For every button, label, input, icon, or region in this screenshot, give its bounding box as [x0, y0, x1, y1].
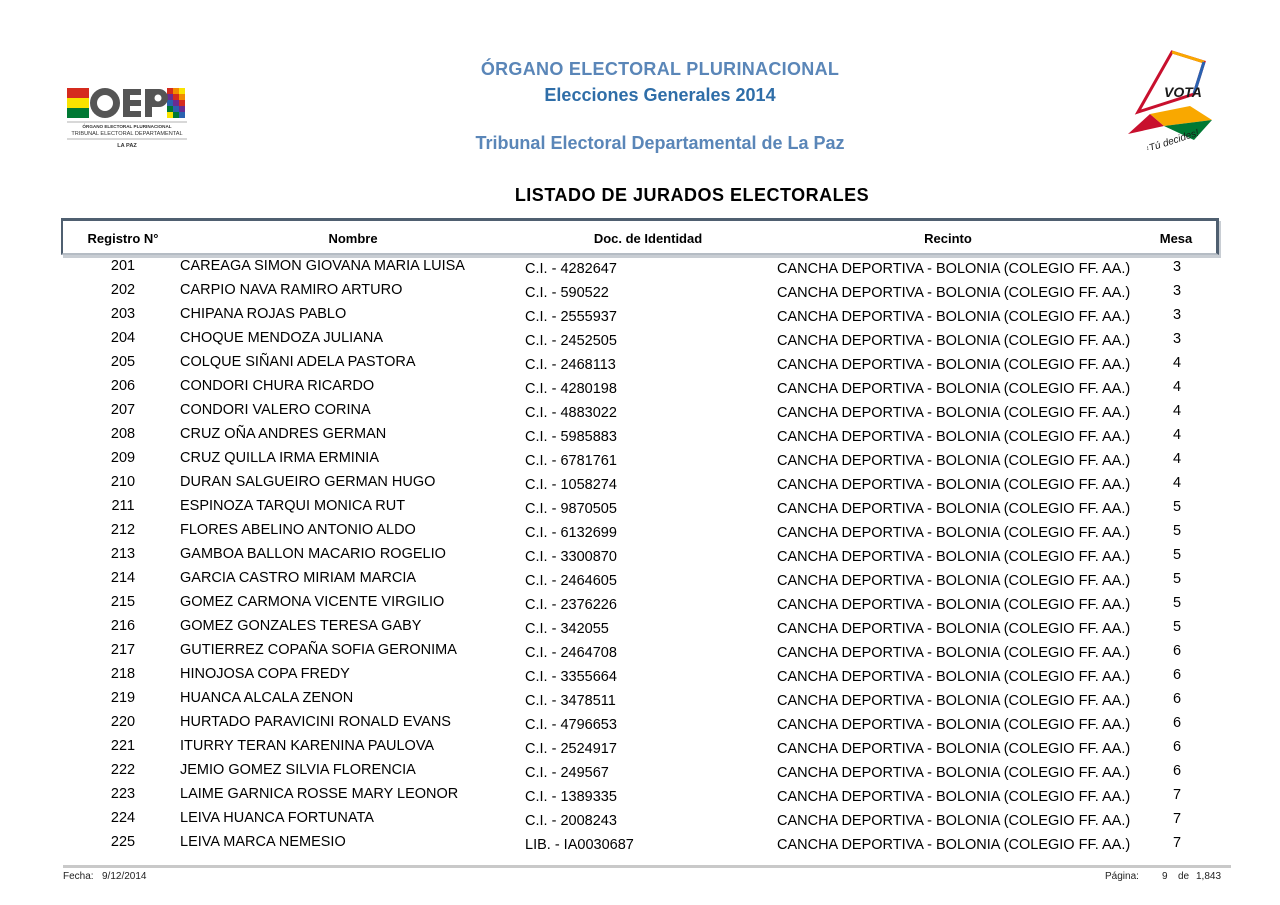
- row-registro: 203: [110, 306, 136, 322]
- row-nombre: GOMEZ CARMONA VICENTE VIRGILIO: [180, 594, 445, 610]
- row-registro: 216: [110, 618, 136, 634]
- row-registro: 212: [110, 522, 136, 538]
- row-registro: 215: [110, 594, 136, 610]
- column-header-recinto: Recinto: [924, 231, 972, 246]
- table-row: [0, 450, 1280, 474]
- row-mesa: 3: [1172, 331, 1182, 347]
- row-registro: 222: [110, 762, 136, 778]
- document-title: LISTADO DE JURADOS ELECTORALES: [514, 185, 870, 205]
- row-registro: 209: [110, 450, 136, 466]
- row-registro: 223: [110, 786, 136, 802]
- row-registro: 221: [110, 738, 136, 754]
- row-nombre: CRUZ OÑA ANDRES GERMAN: [180, 426, 387, 442]
- row-nombre: GUTIERREZ COPAÑA SOFIA GERONIMA: [180, 642, 457, 658]
- row-mesa: 5: [1172, 523, 1182, 539]
- table-row: [0, 642, 1280, 666]
- table-row: [0, 714, 1280, 738]
- row-registro: 208: [110, 426, 136, 442]
- vota-logo-word: VOTA: [1164, 84, 1202, 100]
- row-registro: 202: [110, 282, 136, 298]
- row-nombre: GARCIA CASTRO MIRIAM MARCIA: [180, 570, 417, 586]
- row-doc: C.I. - 2376226: [525, 597, 617, 613]
- row-recinto: CANCHA DEPORTIVA - BOLONIA (COLEGIO FF. AA.): [777, 621, 1131, 637]
- column-header-doc: Doc. de Identidad: [593, 231, 703, 246]
- row-doc: C.I. - 5985883: [525, 429, 617, 445]
- table-row: [0, 810, 1280, 834]
- row-recinto: CANCHA DEPORTIVA - BOLONIA (COLEGIO FF. AA.): [777, 741, 1131, 757]
- row-doc: C.I. - 3355664: [525, 669, 617, 685]
- oep-logo-text-2: TRIBUNAL ELECTORAL DEPARTAMENTAL: [71, 131, 183, 137]
- row-mesa: 4: [1172, 475, 1182, 491]
- oep-logo-text-3: LA PAZ: [117, 143, 137, 149]
- table-row: [0, 330, 1280, 354]
- table-row: [0, 402, 1280, 426]
- row-mesa: 6: [1172, 739, 1182, 755]
- row-doc: C.I. - 249567: [525, 765, 609, 781]
- row-doc: C.I. - 590522: [525, 285, 609, 301]
- table-row: [0, 786, 1280, 810]
- row-recinto: CANCHA DEPORTIVA - BOLONIA (COLEGIO FF. AA.): [777, 573, 1131, 589]
- row-doc: C.I. - 3478511: [525, 693, 616, 709]
- row-doc: C.I. - 2452505: [525, 333, 617, 349]
- footer-page-current: 9: [1162, 871, 1168, 882]
- row-recinto: CANCHA DEPORTIVA - BOLONIA (COLEGIO FF. AA.): [777, 429, 1131, 445]
- row-mesa: 4: [1172, 427, 1182, 443]
- table-row: [0, 378, 1280, 402]
- row-nombre: CHIPANA ROJAS PABLO: [180, 306, 347, 322]
- footer-pagina-label: Página:: [1105, 871, 1139, 882]
- row-registro: 224: [110, 810, 136, 826]
- row-doc: C.I. - 4796653: [525, 717, 617, 733]
- row-recinto: CANCHA DEPORTIVA - BOLONIA (COLEGIO FF. AA.): [777, 789, 1131, 805]
- row-mesa: 5: [1172, 571, 1182, 587]
- row-recinto: CANCHA DEPORTIVA - BOLONIA (COLEGIO FF. AA.): [777, 477, 1131, 493]
- footer-page-total: 1,843: [1196, 871, 1222, 882]
- row-recinto: CANCHA DEPORTIVA - BOLONIA (COLEGIO FF. AA.): [777, 717, 1131, 733]
- oep-logo-text-1: ÓRGANO ELECTORAL PLURINACIONAL: [82, 124, 172, 129]
- row-nombre: CRUZ QUILLA IRMA ERMINIA: [180, 450, 380, 466]
- table-row: [0, 498, 1280, 522]
- row-registro: 204: [110, 330, 136, 346]
- row-doc: C.I. - 3300870: [525, 549, 617, 565]
- table-row: [0, 666, 1280, 690]
- table-row: [0, 474, 1280, 498]
- row-recinto: CANCHA DEPORTIVA - BOLONIA (COLEGIO FF. AA.): [777, 405, 1131, 421]
- row-recinto: CANCHA DEPORTIVA - BOLONIA (COLEGIO FF. AA.): [777, 693, 1131, 709]
- row-mesa: 5: [1172, 619, 1182, 635]
- row-mesa: 3: [1172, 307, 1182, 323]
- row-recinto: CANCHA DEPORTIVA - BOLONIA (COLEGIO FF. AA.): [777, 549, 1131, 565]
- row-nombre: FLORES ABELINO ANTONIO ALDO: [180, 522, 416, 538]
- row-registro: 206: [110, 378, 136, 394]
- row-mesa: 5: [1172, 499, 1182, 515]
- table-row: [0, 426, 1280, 450]
- table-row: [0, 354, 1280, 378]
- row-doc: C.I. - 4883022: [525, 405, 617, 421]
- row-nombre: CAREAGA SIMON GIOVANA MARIA LUISA: [180, 258, 465, 274]
- row-recinto: CANCHA DEPORTIVA - BOLONIA (COLEGIO FF. AA.): [777, 813, 1131, 829]
- row-mesa: 7: [1172, 787, 1182, 803]
- row-mesa: 7: [1172, 811, 1182, 827]
- row-registro: 214: [110, 570, 136, 586]
- row-registro: 205: [110, 354, 136, 370]
- row-doc: C.I. - 1058274: [525, 477, 617, 493]
- row-registro: 213: [110, 546, 136, 562]
- row-doc: C.I. - 2555937: [525, 309, 617, 325]
- row-recinto: CANCHA DEPORTIVA - BOLONIA (COLEGIO FF. AA.): [777, 285, 1131, 301]
- row-mesa: 4: [1172, 355, 1182, 371]
- row-nombre: CONDORI VALERO CORINA: [180, 402, 371, 418]
- row-recinto: CANCHA DEPORTIVA - BOLONIA (COLEGIO FF. AA.): [777, 645, 1131, 661]
- row-doc: C.I. - 4282647: [525, 261, 617, 277]
- row-nombre: ITURRY TERAN KARENINA PAULOVA: [180, 738, 435, 754]
- table-row: [0, 258, 1280, 282]
- table-row: [0, 570, 1280, 594]
- row-recinto: CANCHA DEPORTIVA - BOLONIA (COLEGIO FF. AA.): [777, 309, 1131, 325]
- table-row: [0, 834, 1280, 858]
- footer-fecha-value: 9/12/2014: [102, 871, 147, 882]
- footer-page-of: de: [1178, 871, 1190, 882]
- column-header-mesa: Mesa: [1159, 231, 1193, 246]
- row-doc: C.I. - 2008243: [525, 813, 617, 829]
- tribunal-title: Tribunal Electoral Departamental de La Paz: [475, 133, 845, 153]
- row-recinto: CANCHA DEPORTIVA - BOLONIA (COLEGIO FF. AA.): [777, 525, 1131, 541]
- row-doc: C.I. - 6781761: [525, 453, 617, 469]
- row-doc: C.I. - 2468113: [525, 357, 616, 373]
- row-nombre: GAMBOA BALLON MACARIO ROGELIO: [180, 546, 446, 562]
- row-recinto: CANCHA DEPORTIVA - BOLONIA (COLEGIO FF. AA.): [777, 597, 1131, 613]
- row-doc: C.I. - 2524917: [525, 741, 617, 757]
- row-mesa: 3: [1172, 259, 1182, 275]
- row-recinto: CANCHA DEPORTIVA - BOLONIA (COLEGIO FF. AA.): [777, 381, 1131, 397]
- row-nombre: HURTADO PARAVICINI RONALD EVANS: [180, 714, 451, 730]
- row-doc: C.I. - 6132699: [525, 525, 617, 541]
- row-registro: 211: [111, 498, 135, 514]
- row-mesa: 3: [1172, 283, 1182, 299]
- row-nombre: ESPINOZA TARQUI MONICA RUT: [180, 498, 406, 514]
- table-row: [0, 306, 1280, 330]
- row-registro: 210: [110, 474, 136, 490]
- row-registro: 225: [110, 834, 136, 850]
- table-row: [0, 594, 1280, 618]
- row-nombre: HUANCA ALCALA ZENON: [180, 690, 354, 706]
- row-registro: 217: [110, 642, 136, 658]
- row-registro: 218: [110, 666, 136, 682]
- row-mesa: 6: [1172, 715, 1182, 731]
- row-doc: C.I. - 2464605: [525, 573, 617, 589]
- election-title: Elecciones Generales 2014: [544, 85, 776, 105]
- organization-title: ÓRGANO ELECTORAL PLURINACIONAL: [480, 59, 840, 79]
- table-row: [0, 546, 1280, 570]
- table-row: [0, 762, 1280, 786]
- row-mesa: 6: [1172, 691, 1182, 707]
- table-row: [0, 522, 1280, 546]
- row-mesa: 4: [1172, 379, 1182, 395]
- row-registro: 219: [110, 690, 136, 706]
- footer-fecha-label: Fecha:: [63, 871, 94, 882]
- row-nombre: LEIVA MARCA NEMESIO: [180, 834, 346, 850]
- row-registro: 207: [110, 402, 136, 418]
- row-doc: C.I. - 342055: [525, 621, 609, 637]
- row-recinto: CANCHA DEPORTIVA - BOLONIA (COLEGIO FF. AA.): [777, 765, 1131, 781]
- footer-divider: [63, 865, 1231, 868]
- row-recinto: CANCHA DEPORTIVA - BOLONIA (COLEGIO FF. AA.): [777, 357, 1131, 373]
- row-nombre: CARPIO NAVA RAMIRO ARTURO: [180, 282, 403, 298]
- row-mesa: 6: [1172, 763, 1182, 779]
- vota-logo-slogan: ¡Tú decides!: [1144, 127, 1201, 150]
- column-header-nombre: Nombre: [328, 231, 378, 246]
- row-mesa: 6: [1172, 643, 1182, 659]
- row-recinto: CANCHA DEPORTIVA - BOLONIA (COLEGIO FF. AA.): [777, 261, 1131, 277]
- row-mesa: 4: [1172, 451, 1182, 467]
- row-nombre: GOMEZ GONZALES TERESA GABY: [180, 618, 422, 634]
- row-recinto: CANCHA DEPORTIVA - BOLONIA (COLEGIO FF. AA.): [777, 669, 1131, 685]
- row-registro: 220: [110, 714, 136, 730]
- row-doc: C.I. - 1389335: [525, 789, 617, 805]
- row-mesa: 7: [1172, 835, 1182, 851]
- row-nombre: CHOQUE MENDOZA JULIANA: [180, 330, 384, 346]
- table-row: [0, 690, 1280, 714]
- row-mesa: 6: [1172, 667, 1182, 683]
- table-header: [61, 218, 1219, 255]
- row-recinto: CANCHA DEPORTIVA - BOLONIA (COLEGIO FF. AA.): [777, 837, 1131, 853]
- row-recinto: CANCHA DEPORTIVA - BOLONIA (COLEGIO FF. AA.): [777, 333, 1131, 349]
- column-header-registro: Registro N°: [87, 231, 159, 246]
- table-row: [0, 618, 1280, 642]
- row-mesa: 4: [1172, 403, 1182, 419]
- row-nombre: JEMIO GOMEZ SILVIA FLORENCIA: [180, 762, 416, 778]
- row-nombre: DURAN SALGUEIRO GERMAN HUGO: [180, 474, 436, 490]
- row-nombre: CONDORI CHURA RICARDO: [180, 378, 375, 394]
- row-doc: C.I. - 9870505: [525, 501, 617, 517]
- row-nombre: LEIVA HUANCA FORTUNATA: [180, 810, 374, 826]
- row-mesa: 5: [1172, 595, 1182, 611]
- row-recinto: CANCHA DEPORTIVA - BOLONIA (COLEGIO FF. AA.): [777, 453, 1131, 469]
- row-mesa: 5: [1172, 547, 1182, 563]
- row-nombre: HINOJOSA COPA FREDY: [180, 666, 350, 682]
- row-registro: 201: [110, 258, 136, 274]
- row-nombre: LAIME GARNICA ROSSE MARY LEONOR: [180, 786, 459, 802]
- table-row: [0, 282, 1280, 306]
- row-doc: LIB. - IA0030687: [525, 837, 634, 853]
- row-doc: C.I. - 2464708: [525, 645, 617, 661]
- row-recinto: CANCHA DEPORTIVA - BOLONIA (COLEGIO FF. AA.): [777, 501, 1131, 517]
- row-nombre: COLQUE SIÑANI ADELA PASTORA: [180, 354, 416, 370]
- row-doc: C.I. - 4280198: [525, 381, 617, 397]
- table-row: [0, 738, 1280, 762]
